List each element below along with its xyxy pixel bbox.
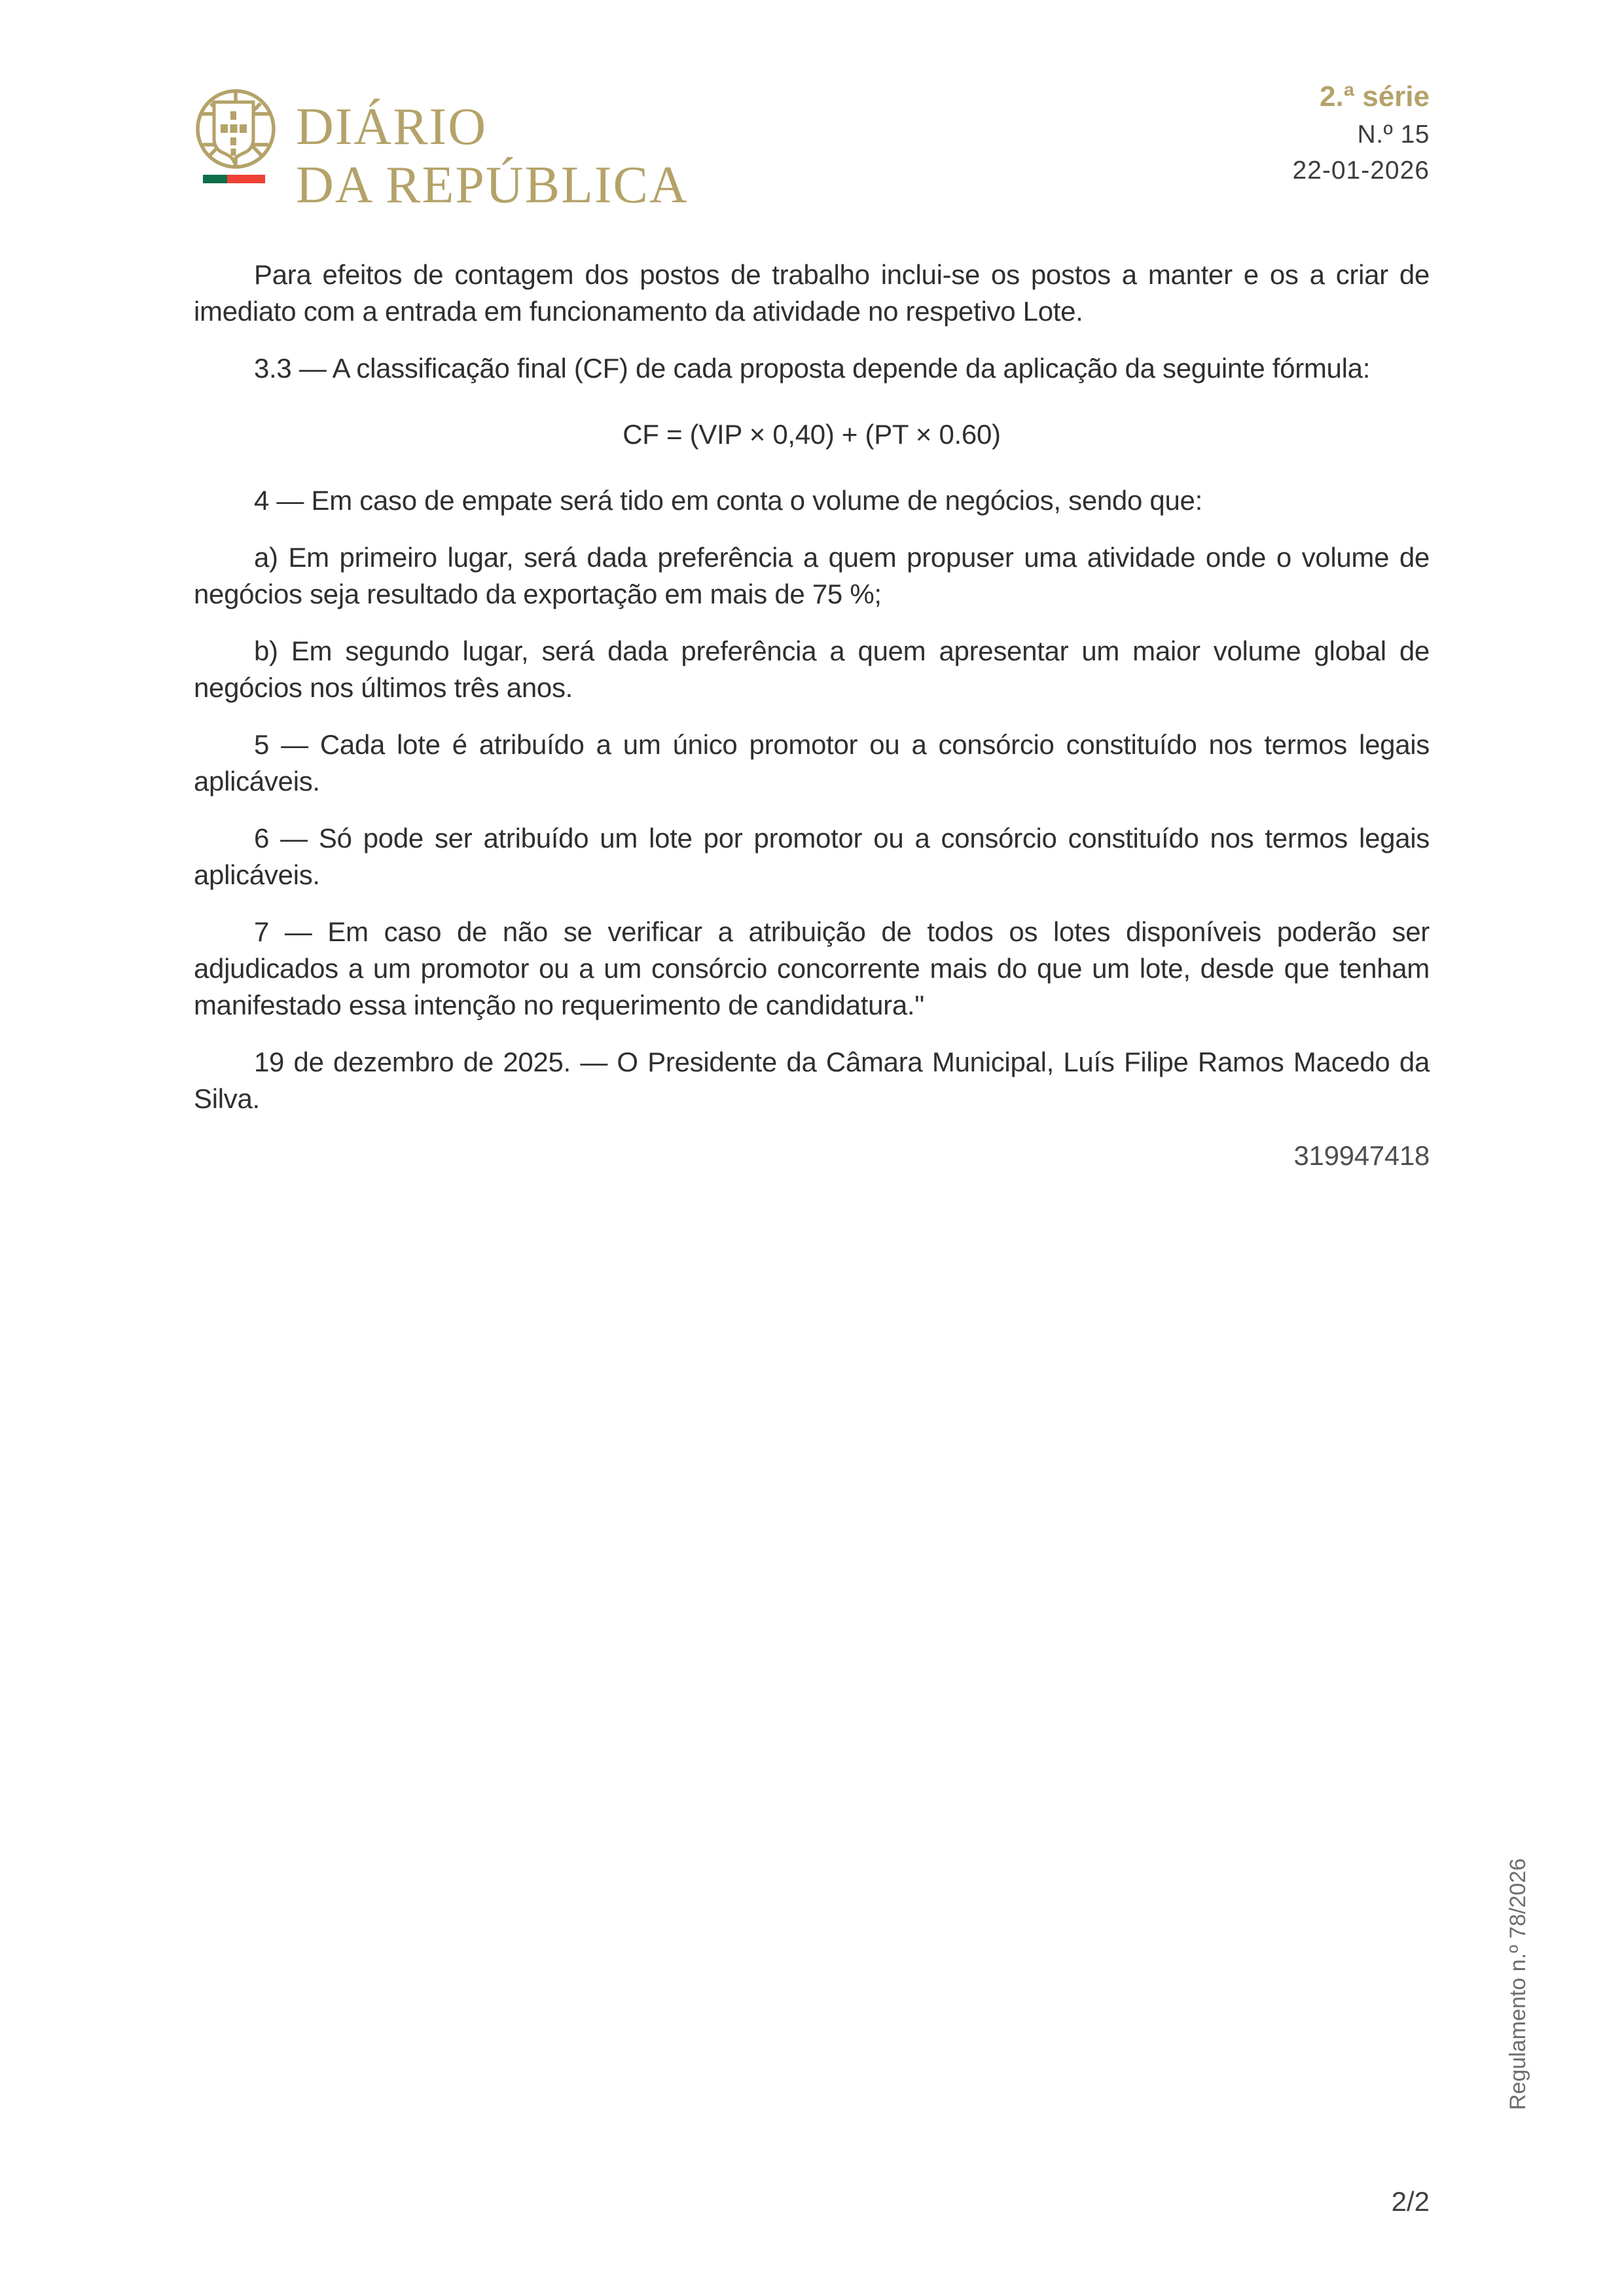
formula-line: CF = (VIP × 0,40) + (PT × 0.60) [623, 419, 1001, 450]
paragraph: b) Em segundo lugar, será dada preferência a quem apresentar um maior volume global de negócios nos últimos três anos. [194, 636, 1430, 703]
paragraph: 3.3 — A classificação final (CF) de cada proposta depende da aplicação da seguinte fórmula: [254, 353, 1371, 384]
document-body [194, 257, 1430, 1194]
paragraph: 4 — Em caso de empate será tido em conta o volume de negócios, sendo que: [254, 485, 1202, 516]
masthead-title-line2: DA REPÚBLICA [296, 156, 689, 214]
paragraph: 7 — Em caso de não se verificar a atribuição de todos os lotes disponíveis poderão ser adjudicados a um promotor ou a um consórcio concorrente mais do que um lote, desde que tenham manifestado essa intenção no requerimento de candidatura." [194, 916, 1430, 1020]
series-label: 2.ª série [1320, 81, 1430, 113]
masthead-title [296, 98, 689, 215]
signature-line: 19 de dezembro de 2025. — O Presidente da Câmara Municipal, Luís Filipe Ramos Macedo da Silva. [194, 1047, 1430, 1114]
header-meta [1293, 81, 1430, 185]
issue-date: 22-01-2026 [1292, 156, 1430, 185]
issue-number: N.º 15 [1357, 120, 1430, 149]
portugal-flag-bar-icon [203, 175, 265, 183]
paragraph: 5 — Cada lote é atribuído a um único promotor ou a consórcio constituído nos termos legais aplicáveis. [194, 729, 1430, 797]
reference-number: 319947418 [1293, 1140, 1430, 1171]
paragraph: 6 — Só pode ser atribuído um lote por promotor ou a consórcio constituído nos termos legais aplicáveis. [194, 823, 1430, 890]
armillary-sphere-shield-icon [192, 84, 279, 187]
page-number: 2/2 [1391, 2186, 1430, 2217]
paragraph: Para efeitos de contagem dos postos de trabalho inclui-se os postos a manter e os a criar de imediato com a entrada em funcionamento da atividade no respetivo Lote. [194, 259, 1430, 327]
side-regulation-label: Regulamento n.º 78/2026 [1506, 1858, 1530, 2110]
paragraph: a) Em primeiro lugar, será dada preferência a quem propuser uma atividade onde o volume de negócios seja resultado da exportação em mais de 75 %; [194, 542, 1430, 609]
masthead-title-line1: DIÁRIO [296, 98, 487, 156]
